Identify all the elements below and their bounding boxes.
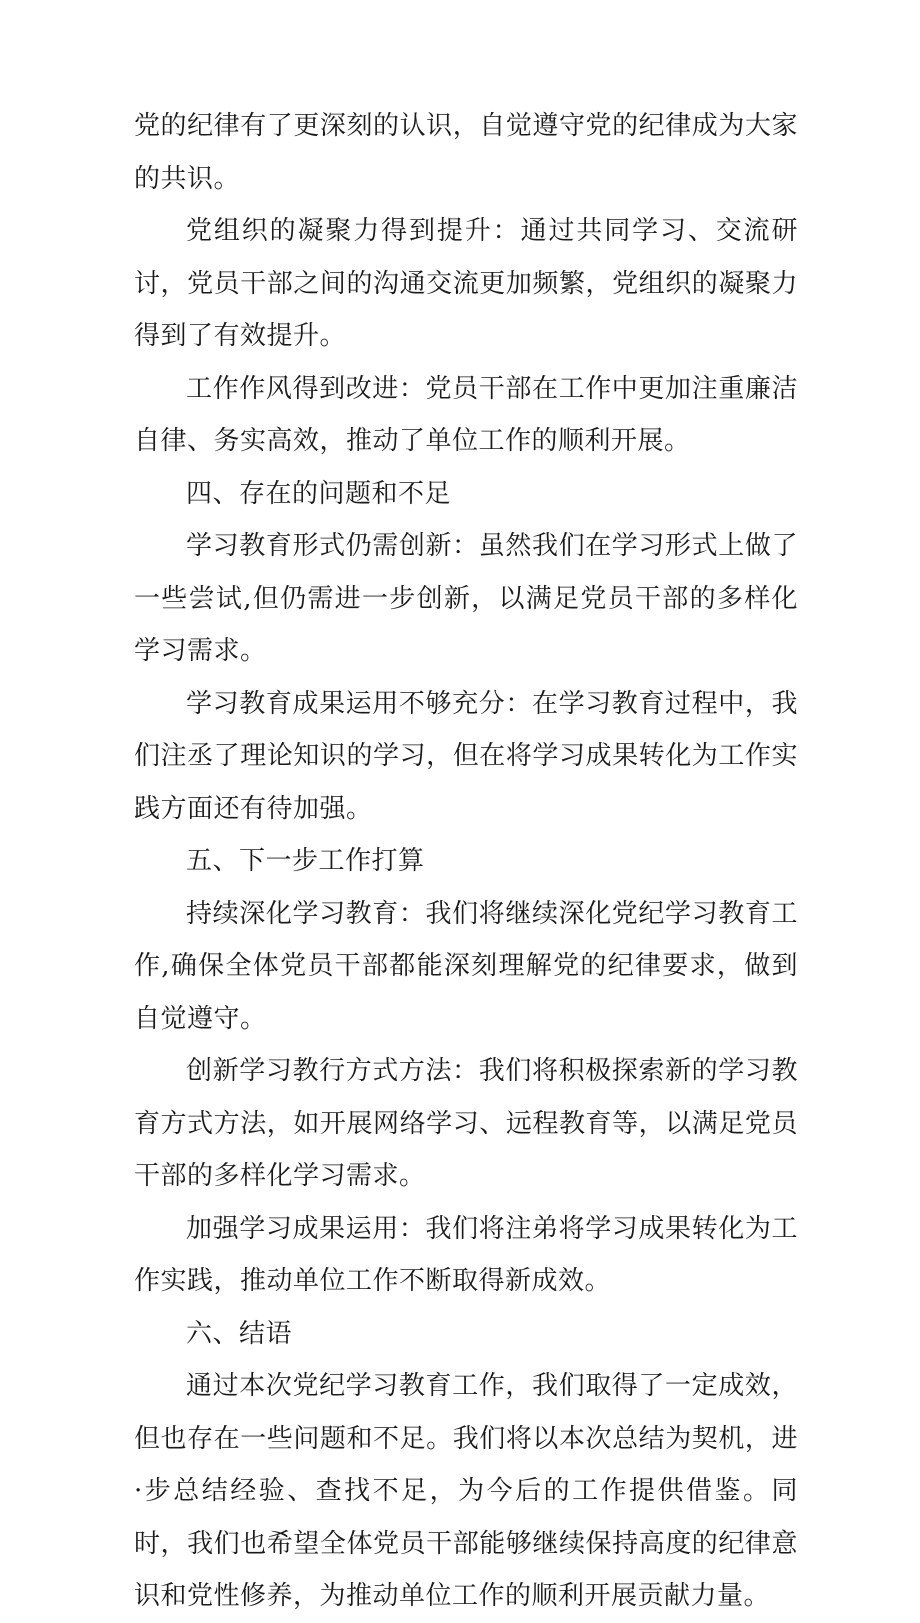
section-heading-conclusion: 六、结语 [186, 1318, 293, 1349]
paragraph-work-style-improved: 工作作风得到改进：党员干部在工作中更加注重廉洁自律、务实高效，推动了单位工作的顺利开展。 [134, 373, 798, 456]
paragraph-format-innovation: 学习教育形式仍需创新：虽然我们在学习形式上做了一些尝试,但仍需进一步创新，以满足党员干部的多样化学习需求。 [134, 531, 798, 666]
paragraph-continuation: 党的纪律有了更深刻的认识，自觉遵守党的纪律成为大家的共识。 [134, 111, 798, 194]
section-heading-next-steps: 五、下一步工作打算 [186, 846, 425, 876]
document-body [134, 100, 798, 1623]
paragraph-cohesion-improved: 党组织的凝聚力得到提升：通过共同学习、交流研讨，党员干部之间的沟通交流更加频繁，党组织的凝聚力得到了有效提升。 [134, 216, 798, 351]
paragraph-conclusion: 通过本次党纪学习教育工作，我们取得了一定成效，但也存在一些问题和不足。我们将以本次总结为契机，进·步总结经验、查找不足，为今后的工作提供借鉴。同时，我们也希望全体党员干部能够继续保持高度的纪律意识和党性修养，为推动单位工作的顺利开展贡献力量。 [134, 1371, 798, 1611]
paragraph-strengthen-application: 加强学习成果运用：我们将注弟将学习成果转化为工作实践，推动单位工作不断取得新成效。 [134, 1213, 798, 1296]
paragraph-continue-deepening: 持续深化学习教育：我们将继续深化党纪学习教育工作,确保全体党员干部都能深刻理解党的纪律要求，做到自觉遵守。 [134, 898, 798, 1034]
paragraph-results-application: 学习教育成果运用不够充分：在学习教育过程中，我们注丞了理论知识的学习，但在将学习成果转化为工作实践方面还有待加强。 [134, 688, 798, 824]
section-heading-problems: 四、存在的问题和不足 [186, 478, 452, 509]
paragraph-innovate-methods: 创新学习教行方式方法：我们将积极探索新的学习教育方式方法，如开展网络学习、远程教育等，以满足党员干部的多样化学习需求。 [134, 1056, 798, 1191]
